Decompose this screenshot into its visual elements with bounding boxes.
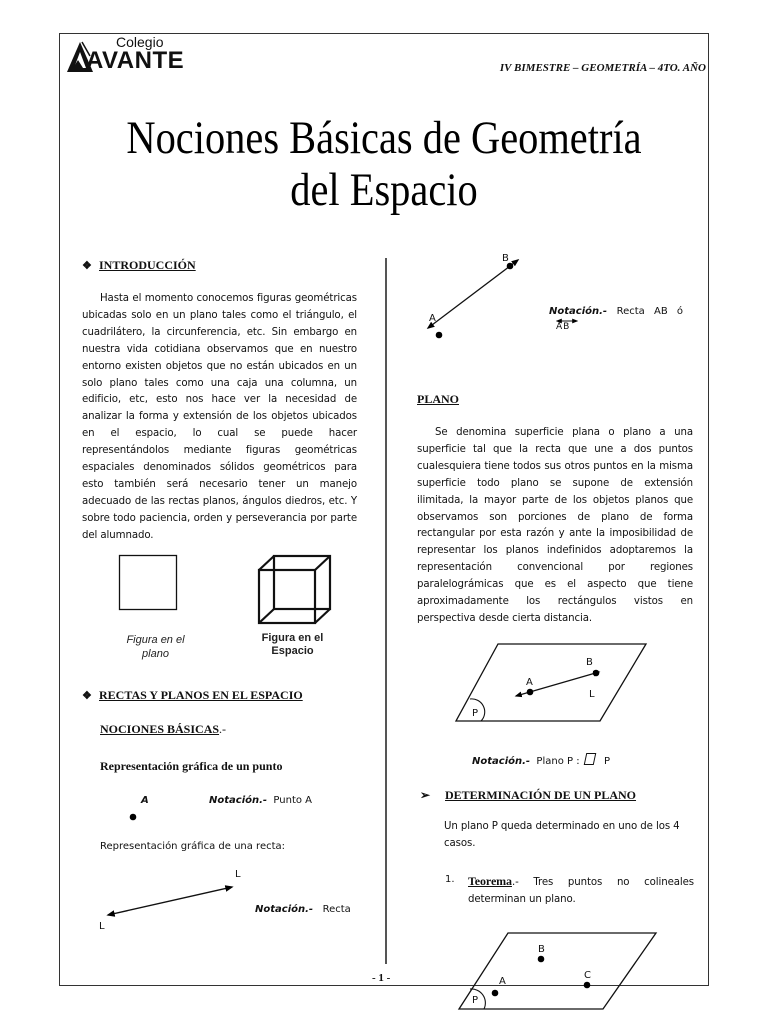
ab-notation: Notación.- Recta AB ó <box>549 306 683 317</box>
course-header: IV BIMESTRE – GEOMETRÍA – 4TO. AÑO <box>499 62 706 74</box>
case-label-p: P <box>472 995 479 1006</box>
page-title-line2: del Espacio <box>290 164 478 216</box>
case-1-text: Teorema.- Tres puntos no colineales determinan un plano. <box>468 874 694 905</box>
plano-heading: PLANO <box>417 392 459 406</box>
three-points-plane-figure <box>458 932 658 1024</box>
determinacion-paragraph: Un plano P queda determinado en uno de los 4 casos. <box>444 821 680 849</box>
plane-p-figure <box>455 643 660 725</box>
determinacion-heading: ➢ DETERMINACIÓN DE UN PLANO <box>420 788 637 802</box>
line-l-figure <box>100 880 240 920</box>
logo-colegio-text: Colegio <box>116 34 164 50</box>
case-label-b: B <box>538 944 545 955</box>
arrow-bullet-icon: ➢ <box>420 788 431 802</box>
page-title-line1: Nociones Básicas de Geometría <box>126 112 642 164</box>
ab-label-a: A <box>429 313 436 324</box>
rectas-heading: ❖ RECTAS Y PLANOS EN EL ESPACIO <box>82 688 303 702</box>
case-label-c: C <box>584 970 591 981</box>
plano-notation: Notación.- Plano P : P <box>472 753 610 767</box>
plane-label-a: A <box>526 677 533 688</box>
line-label-bottom: L <box>99 921 105 932</box>
line-ab-figure <box>425 258 525 343</box>
plane-label-l: L <box>589 689 595 700</box>
parallelogram-icon <box>583 753 596 765</box>
case-number: 1. <box>445 874 455 885</box>
diamond-bullet-icon: ❖ <box>82 690 92 702</box>
page-number: - 1 - <box>372 972 391 984</box>
space-figure-caption: Figura en el Espacio <box>261 632 324 657</box>
punto-notation: Notación.- Punto A <box>209 795 313 806</box>
plane-label-b: B <box>586 657 593 668</box>
punto-heading: Representación gráfica de un punto <box>100 759 283 773</box>
nociones-heading: NOCIONES BÁSICAS.- <box>100 722 227 736</box>
plane-figure-caption: Figura en el plano <box>126 634 185 660</box>
school-logo <box>66 34 216 78</box>
diamond-bullet-icon: ❖ <box>82 260 92 272</box>
plane-label-p: P <box>472 708 479 719</box>
plano-paragraph: Se denomina superficie plana o plano a una superficie tal que la recta que une a dos puntos cualesquiera tiene todos sus otros puntos en la misma superficie todo plano se supone de extensión ilimitada, la mayor parte de los objetos planos que observamos son porciones de plano de forma rectangular por esta razón y ante la imposibilidad de representar los planos indefinidos adoptaremos la representación convencional por regiones paralelográmicas que es el aspecto que tiene aproximadamente los rectángulos vistos en perspectiva desde cierta distancia. <box>417 427 693 624</box>
point-label-a: A <box>141 795 149 806</box>
line-label-top: L <box>235 869 241 880</box>
case-label-a: A <box>499 976 506 987</box>
ab-overarrow-symbol: AB <box>556 322 571 332</box>
recta-notation: Notación.- Recta <box>255 904 351 915</box>
cube-figure <box>258 555 334 625</box>
logo-avante-text: AVANTE <box>86 47 185 74</box>
ab-label-b: B <box>502 253 509 264</box>
recta-heading: Representación gráfica de una recta: <box>100 841 286 852</box>
square-figure <box>119 555 179 611</box>
intro-paragraph: Hasta el momento conocemos figuras geométricas ubicadas solo en un plano tales como el triángulo, el cuadrilátero, la circunferencia, etc. Sin embargo en nuestra vida cotidiana observamos que en nuestro entorno existen objetos que no están ubicados en un solo plano tales como una caja una columna, un edificio, etc, esto nos hace ver la necesidad de analizar la forma y extensión de los objetos ubicados en el espacio, lo cual se puede hacer representándolos mediante figuras geométricas espaciales denominados sólidos geométricos para esto también será necesario tener un manejo adecuado de las rectas planos, ángulos diedros, etc. Y sobre todo paciencia, orden y perseverancia por parte del alumnado. <box>82 293 357 541</box>
column-divider <box>385 258 387 964</box>
point-dot <box>129 813 137 821</box>
intro-heading: ❖ INTRODUCCIÓN <box>82 258 196 272</box>
